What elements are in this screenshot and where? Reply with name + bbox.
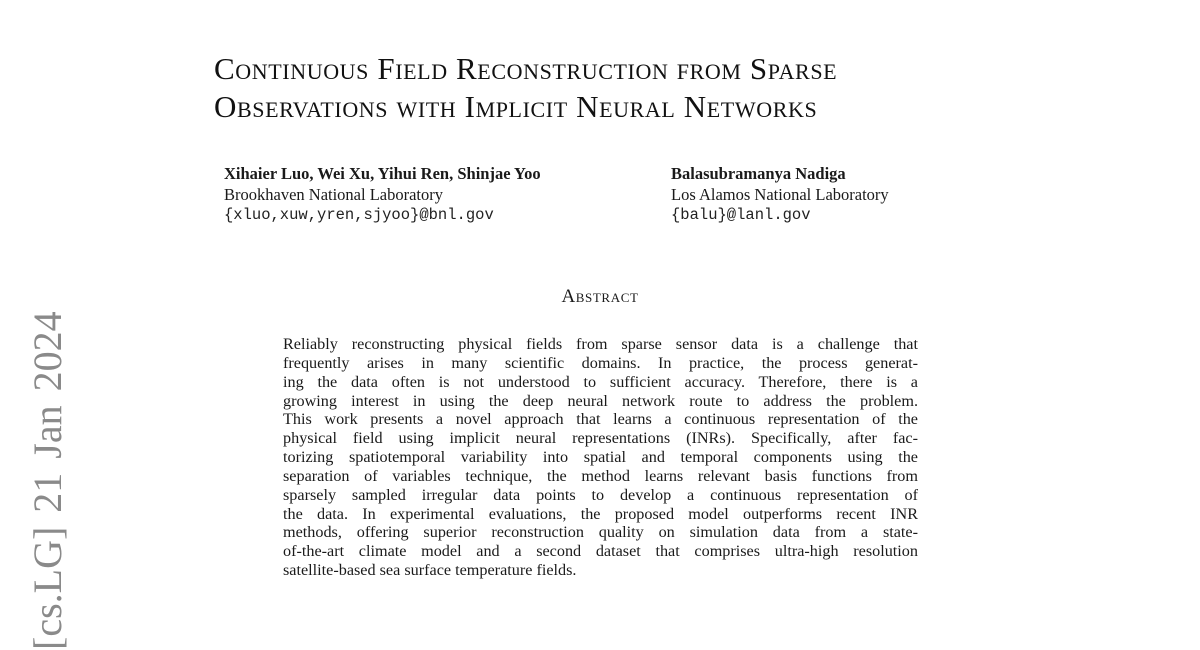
abstract-body: [283, 335, 918, 580]
author-names: Xihaier Luo, Wei Xu, Yihui Ren, Shinjae Yoo: [224, 164, 541, 183]
author-names: Balasubramanya Nadiga: [671, 164, 846, 183]
arxiv-category: [cs.LG]: [25, 526, 70, 650]
title-line-2: Observations with Implicit Neural Networks: [214, 89, 818, 124]
paper-title: [214, 50, 1114, 126]
abstract-line: of-the-art climate model and a second dataset that comprises ultra-high resolution: [283, 542, 918, 561]
title-line-1: Continuous Field Reconstruction from Sparse: [214, 51, 838, 86]
author-affiliation: Los Alamos National Laboratory: [671, 185, 889, 204]
abstract-heading: Abstract: [561, 286, 639, 307]
abstract-line: physical field using implicit neural representations (INRs). Specifically, after fac-: [283, 429, 918, 448]
abstract-line: the data. In experimental evaluations, the proposed model outperforms recent INR: [283, 504, 918, 523]
author-block-lanl: [671, 163, 889, 226]
abstract-line: ing the data often is not understood to sufficient accuracy. Therefore, there is a: [283, 372, 918, 391]
abstract-line: separation of variables technique, the method learns relevant basis functions from: [283, 466, 918, 485]
arxiv-date: 21 Jan 2024: [25, 311, 70, 513]
author-email: {xluo,xuw,yren,sjyoo}@bnl.gov: [224, 206, 494, 224]
abstract-line: methods, offering superior reconstruction quality on simulation data from a state-: [283, 523, 918, 542]
arxiv-identifier-stamp: [26, 311, 70, 650]
abstract-line: frequently arises in many scientific domains. In practice, the process generat-: [283, 353, 918, 372]
author-affiliation: Brookhaven National Laboratory: [224, 185, 444, 204]
abstract-line: Reliably reconstructing physical fields from sparse sensor data is a challenge that: [283, 335, 918, 353]
abstract-line: sparsely sampled irregular data points to develop a continuous representation of: [283, 485, 918, 504]
abstract-line: torizing spatiotemporal variability into spatial and temporal components using the: [283, 448, 918, 467]
abstract-line: growing interest in using the deep neural network route to address the problem.: [283, 391, 918, 410]
author-block-bnl: [224, 163, 541, 226]
abstract-line: This work presents a novel approach that learns a continuous representation of the: [283, 410, 918, 429]
author-email: {balu}@lanl.gov: [671, 206, 811, 224]
abstract-line: satellite-based sea surface temperature fields.: [283, 561, 577, 580]
